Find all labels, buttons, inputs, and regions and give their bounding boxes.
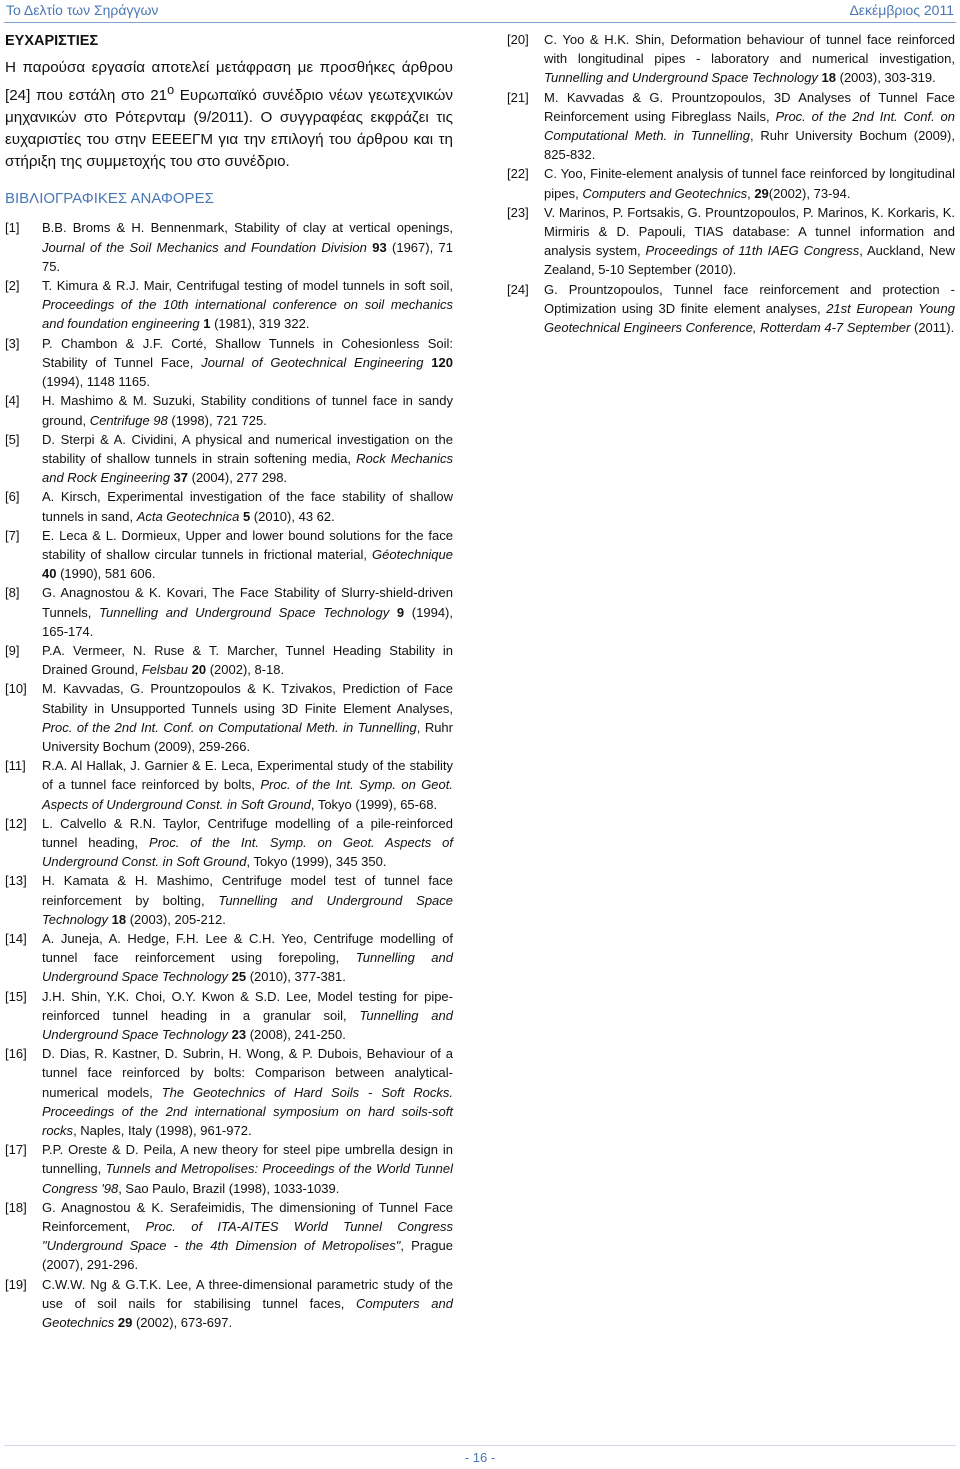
reference-text-part: 9 xyxy=(396,604,405,620)
reference-item xyxy=(5,871,453,929)
reference-text-part: Acta Geotechnica xyxy=(136,508,240,524)
reference-text-part: Proc. of the Int. Symp. on Geot. Aspects of Underground Const. in Soft Ground xyxy=(42,834,453,870)
reference-text-part: 93 xyxy=(372,239,387,255)
reference-number: [13] xyxy=(5,873,27,889)
reference-item xyxy=(5,1140,453,1198)
reference-text xyxy=(42,1198,453,1275)
reference-text-part: A. Kirsch, Experimental investigation of the face stability of shallow tunnels in sand, xyxy=(42,489,453,524)
reference-text-part: (1994), 165-174. xyxy=(42,604,453,639)
reference-text-part: V. Marinos, P. Fortsakis, G. Prountzopoulos, P. Marinos, K. Korkaris, K. Mirmiris & D. Papouli, TIAS database: A tunnel information and analysis system, xyxy=(544,204,955,259)
reference-text-part: Proc. of the 2nd Int. Conf. on Computational Meth. in Tunnelling xyxy=(544,108,955,144)
reference-text-part: E. Leca & L. Dormieux, Upper and lower bound solutions for the face stability of shallow circular tunnels in frictional material, xyxy=(42,527,453,562)
reference-text-part: (2010), 43 62. xyxy=(250,508,335,524)
reference-text xyxy=(42,1044,453,1140)
reference-text-part: (2011). xyxy=(910,320,955,336)
reference-item xyxy=(5,276,453,334)
reference-text-part: H. Kamata & H. Mashimo, Centrifuge model test of tunnel face reinforcement by bolting, xyxy=(42,873,453,908)
reference-number: [23] xyxy=(507,204,529,220)
reference-text-part: B.B. Broms & H. Bennenmark, Stability of clay at vertical openings, xyxy=(42,220,453,236)
reference-text-part: G. Anagnostou & K. Kovari, The Face Stability of Slurry-shield-driven Tunnels, xyxy=(42,585,453,620)
references-list-left xyxy=(5,218,453,1332)
page-number: - 16 - xyxy=(464,1450,496,1465)
reference-text-part: P.P. Oreste & D. Peila, A new theory for steel pipe umbrella design in tunnelling, xyxy=(42,1142,453,1177)
reference-item xyxy=(5,987,453,1045)
reference-text-part: 23 xyxy=(231,1027,247,1042)
reference-item xyxy=(507,203,955,280)
reference-text-part: (2002), 673-697. xyxy=(132,1315,233,1331)
reference-text-part: G. Anagnostou & K. Serafeimidis, The dimensioning of Tunnel Face Reinforcement, xyxy=(42,1199,453,1235)
reference-text-part: (1981), 319 322. xyxy=(210,316,310,332)
reference-text-part: Géotechnique xyxy=(372,546,453,562)
reference-text-part: (2003), 303-319. xyxy=(836,70,936,86)
reference-item xyxy=(5,756,453,814)
reference-item xyxy=(5,641,453,679)
reference-item xyxy=(5,430,453,488)
reference-text xyxy=(42,987,453,1045)
reference-text xyxy=(42,391,453,429)
reference-item xyxy=(5,391,453,429)
reference-number: [8] xyxy=(5,585,20,601)
reference-text-part: Tunnels and Metropolises: Proceedings of the World Tunnel Congress '98 xyxy=(42,1161,453,1196)
reference-number: [20] xyxy=(507,32,529,47)
reference-text-part: The Geotechnics of Hard Soils - Soft Rocks. Proceedings of the 2nd international symposium on hard soils-soft rocks xyxy=(42,1084,453,1139)
reference-text-part: 29 xyxy=(754,185,769,201)
reference-text-part: 1 xyxy=(203,316,211,332)
reference-text-part: , Ruhr University Bochum (2009), 259-266. xyxy=(42,719,453,754)
reference-text-part: (1967), 71 75. xyxy=(42,239,453,274)
reference-text-part: R.A. Al Hallak, J. Garnier & E. Leca, Experimental study of the stability of a tunnel face reinforced by bolts, xyxy=(42,758,453,793)
reference-item xyxy=(5,218,453,276)
reference-number: [2] xyxy=(5,278,20,294)
reference-text-part: , Tokyo (1999), 65-68. xyxy=(310,796,438,812)
reference-text-part xyxy=(389,605,397,620)
reference-text-part: (2003), 205-212. xyxy=(126,911,226,927)
reference-text-part: H. Mashimo & M. Suzuki, Stability conditions of tunnel face in sandy ground, xyxy=(42,393,453,428)
reference-text-part: 21st European Young Geotechnical Engineers Conference, Rotterdam 4-7 September xyxy=(544,300,955,336)
reference-text-part: (1998), 721 725. xyxy=(167,412,267,428)
reference-number: [14] xyxy=(5,930,27,946)
right-column xyxy=(507,30,955,337)
reference-text xyxy=(42,756,453,814)
reference-text xyxy=(544,164,955,202)
acknowledgements-text xyxy=(5,57,453,173)
reference-number: [4] xyxy=(5,393,20,409)
journal-title: Το Δελτίο των Σηράγγων xyxy=(6,2,159,18)
reference-item xyxy=(5,526,453,584)
reference-text-part: P. Chambon & J.F. Corté, Shallow Tunnels in Cohesionless Soil: Stability of Tunnel Face, xyxy=(42,335,453,370)
reference-number: [18] xyxy=(5,1199,27,1215)
reference-number: [19] xyxy=(5,1276,27,1292)
reference-text-part: 20 xyxy=(191,662,207,678)
reference-number: [10] xyxy=(5,681,27,697)
reference-text-part: 40 xyxy=(42,566,57,582)
reference-number: [24] xyxy=(507,281,529,297)
ack-text-part-2: Ευρωπαϊκό συνέδριο νέων γεωτεχνικών μηχανικών στο Ρότερνταμ (9/2011). Ο συγγραφέας εκφράζει τις ευχαριστίες του στην ΕΕΕΕΓΜ για την επιλογή του άρθρου και τη στήριξη της συμμετοχής του στο συνέδριο. xyxy=(5,87,453,171)
issue-date: Δεκέμβριος 2011 xyxy=(849,2,954,18)
reference-text-part: Felsbau xyxy=(141,662,188,678)
reference-text-part: , Tokyo (1999), 345 350. xyxy=(246,854,387,870)
reference-text-part: D. Sterpi & A. Cividini, A physical and numerical investigation on the stability of shallow tunnels in strain softening media, xyxy=(42,431,453,466)
reference-text-part: D. Dias, R. Kastner, D. Subrin, H. Wong, & P. Dubois, Behaviour of a tunnel face reinforced by bolts: Comparison between analytical-numerical models, xyxy=(42,1046,453,1100)
page-header xyxy=(0,0,960,24)
reference-number: [21] xyxy=(507,89,529,105)
reference-text-part: 18 xyxy=(821,70,837,86)
reference-number: [9] xyxy=(5,642,20,658)
reference-text xyxy=(544,280,955,338)
reference-number: [15] xyxy=(5,988,27,1004)
reference-text-part: , Ruhr University Bochum (2009), 825-832. xyxy=(544,128,955,163)
reference-text-part: , Auckland, New Zealand, 5-10 September (2010). xyxy=(544,243,955,278)
references-title: ΒΙΒΛΙΟΓΡΑΦΙΚΕΣ ΑΝΑΦΟΡΕΣ xyxy=(5,190,214,208)
reference-item xyxy=(507,164,955,202)
reference-text-part: 25 xyxy=(231,969,247,985)
reference-text-part: Proc. of ITA-AITES World Tunnel Congress "Underground Space - the 4th Dimension of Metropolises" xyxy=(42,1219,454,1254)
header-divider xyxy=(4,22,956,23)
reference-text-part: Computers and Geotechnics xyxy=(42,1295,453,1331)
reference-number: [16] xyxy=(5,1046,27,1062)
reference-text-part: Tunnelling and Underground Space Technology xyxy=(99,604,390,620)
reference-text-part: Proc. of the Int. Symp. on Geot. Aspects of Underground Const. in Soft Ground xyxy=(42,777,453,812)
reference-text-part: (1994), 1148 1165. xyxy=(42,374,150,390)
reference-number: [11] xyxy=(5,758,26,774)
reference-text-part: Tunnelling and Underground Space Technology xyxy=(544,70,818,86)
reference-text-part: , xyxy=(747,185,755,201)
reference-text-part: 5 xyxy=(242,508,251,524)
reference-text xyxy=(42,430,453,488)
reference-text-part: C. Yoo, Finite-element analysis of tunnel face reinforced by longitudinal pipes, xyxy=(544,166,955,201)
reference-text-part: J.H. Shin, Y.K. Choi, O.Y. Kwon & S.D. Lee, Model testing for pipe-reinforced tunnel heading in a granular soil, xyxy=(42,988,453,1023)
reference-item xyxy=(5,487,453,525)
reference-item xyxy=(5,583,453,641)
reference-number: [17] xyxy=(5,1142,27,1158)
reference-text xyxy=(42,814,453,872)
reference-text xyxy=(42,334,453,392)
reference-text xyxy=(42,871,453,929)
ack-superscript: ο xyxy=(167,83,175,98)
reference-text-part: L. Calvello & R.N. Taylor, Centrifuge modelling of a pile-reinforced tunnel heading, xyxy=(42,815,453,850)
reference-text-part: M. Kavvadas & G. Prountzopoulos, 3D Analyses of Tunnel Face Reinforcement using Fibreglass Nails, xyxy=(544,89,955,124)
reference-text-part: 37 xyxy=(173,470,189,486)
reference-text-part: (2002), 8-18. xyxy=(206,662,285,678)
reference-text xyxy=(42,526,453,584)
reference-text-part: Tunnelling and Underground Space Technology xyxy=(42,892,454,927)
reference-text-part: Centrifuge 98 xyxy=(89,412,168,428)
reference-text-part: , Naples, Italy (1998), 961-972. xyxy=(73,1123,252,1139)
acknowledgements-title: ΕΥΧΑΡΙΣΤΙΕΣ xyxy=(5,33,99,49)
references-list-right xyxy=(507,30,955,337)
reference-text xyxy=(544,30,955,88)
reference-number: [6] xyxy=(5,489,20,505)
reference-text-part: Proceedings of 11th IAEG Congress xyxy=(645,243,860,259)
left-column xyxy=(5,30,453,1332)
reference-text xyxy=(42,679,453,756)
reference-text-part: 120 xyxy=(431,354,453,370)
reference-text-part: A. Juneja, A. Hedge, F.H. Lee & C.H. Yeo, Centrifuge modelling of tunnel face reinforcement using forepoling, xyxy=(42,930,453,966)
reference-text-part: P.A. Vermeer, N. Ruse & T. Marcher, Tunnel Heading Stability in Drained Ground, xyxy=(42,642,453,678)
reference-item xyxy=(5,1275,453,1333)
reference-text-part: C. Yoo & H.K. Shin, Deformation behaviour of tunnel face reinforced with longitudinal pipes - laboratory and numerical investigation, xyxy=(544,32,955,67)
reference-text xyxy=(42,276,453,334)
reference-item xyxy=(5,334,453,392)
footer-divider xyxy=(4,1445,956,1446)
reference-text-part: (2004), 277 298. xyxy=(188,470,288,486)
reference-text xyxy=(42,1275,453,1333)
reference-text-part: C.W.W. Ng & G.T.K. Lee, A three-dimensional parametric study of the use of soil nails for stabilising tunnel faces, xyxy=(42,1276,453,1311)
reference-number: [5] xyxy=(5,431,20,447)
reference-text xyxy=(42,641,453,679)
reference-text xyxy=(42,583,453,641)
reference-text-part: Proc. of the 2nd Int. Conf. on Computational Meth. in Tunnelling xyxy=(42,719,417,735)
reference-text xyxy=(42,1140,453,1198)
reference-text-part: (2002), 73-94. xyxy=(768,185,851,201)
reference-text-part: (2008), 241-250. xyxy=(246,1027,346,1042)
reference-text-part: 29 xyxy=(117,1315,133,1331)
ack-text-part-1: Η παρούσα εργασία αποτελεί μετάφραση με προσθήκες άρθρου [24] που εστάλη στο 21 xyxy=(5,59,453,105)
reference-text xyxy=(42,218,453,276)
reference-item xyxy=(5,1044,453,1140)
reference-text-part: M. Kavvadas, G. Prountzopoulos & K. Tzivakos, Prediction of Face Stability in Unsupported Tunnels using 3D Finite Element Analyses, xyxy=(42,681,453,716)
reference-text-part: T. Kimura & R.J. Mair, Centrifugal testing of model tunnels in soft soil, xyxy=(42,278,453,294)
reference-item xyxy=(507,88,955,165)
reference-text xyxy=(42,487,453,525)
reference-text-part: Rock Mechanics and Rock Engineering xyxy=(42,450,454,486)
reference-item xyxy=(5,929,453,987)
reference-text-part: Tunnelling and Underground Space Technology xyxy=(42,1007,453,1042)
reference-text-part: G. Prountzopoulos, Tunnel face reinforcement and protection - Optimization using 3D finite element analyses, xyxy=(544,281,955,316)
reference-text-part: Computers and Geotechnics xyxy=(582,185,748,201)
reference-number: [22] xyxy=(507,166,529,182)
reference-item xyxy=(5,1198,453,1275)
reference-number: [7] xyxy=(5,527,20,543)
reference-text-part: , Sao Paulo, Brazil (1998), 1033-1039. xyxy=(118,1180,340,1196)
reference-text-part: Journal of Geotechnical Engineering xyxy=(201,354,424,370)
reference-text-part: (2010), 377-381. xyxy=(246,969,346,985)
reference-item xyxy=(5,679,453,756)
reference-text-part: (1990), 581 606. xyxy=(56,566,156,582)
reference-text xyxy=(544,88,955,165)
reference-text-part: , Prague (2007), 291-296. xyxy=(42,1238,453,1273)
reference-number: [12] xyxy=(5,815,27,831)
reference-number: [1] xyxy=(5,220,20,236)
reference-text-part: Journal of the Soil Mechanics and Foundation Division xyxy=(42,239,367,255)
reference-text-part: 18 xyxy=(111,911,127,927)
reference-text-part: Tunnelling and Underground Space Technology xyxy=(42,950,453,985)
reference-text xyxy=(544,203,955,280)
reference-item xyxy=(5,814,453,872)
reference-text xyxy=(42,929,453,987)
reference-item xyxy=(507,30,955,88)
reference-number: [3] xyxy=(5,335,20,351)
reference-item xyxy=(507,280,955,338)
reference-text-part: Proceedings of the 10th international conference on soil mechanics and foundation engineering xyxy=(42,297,453,332)
